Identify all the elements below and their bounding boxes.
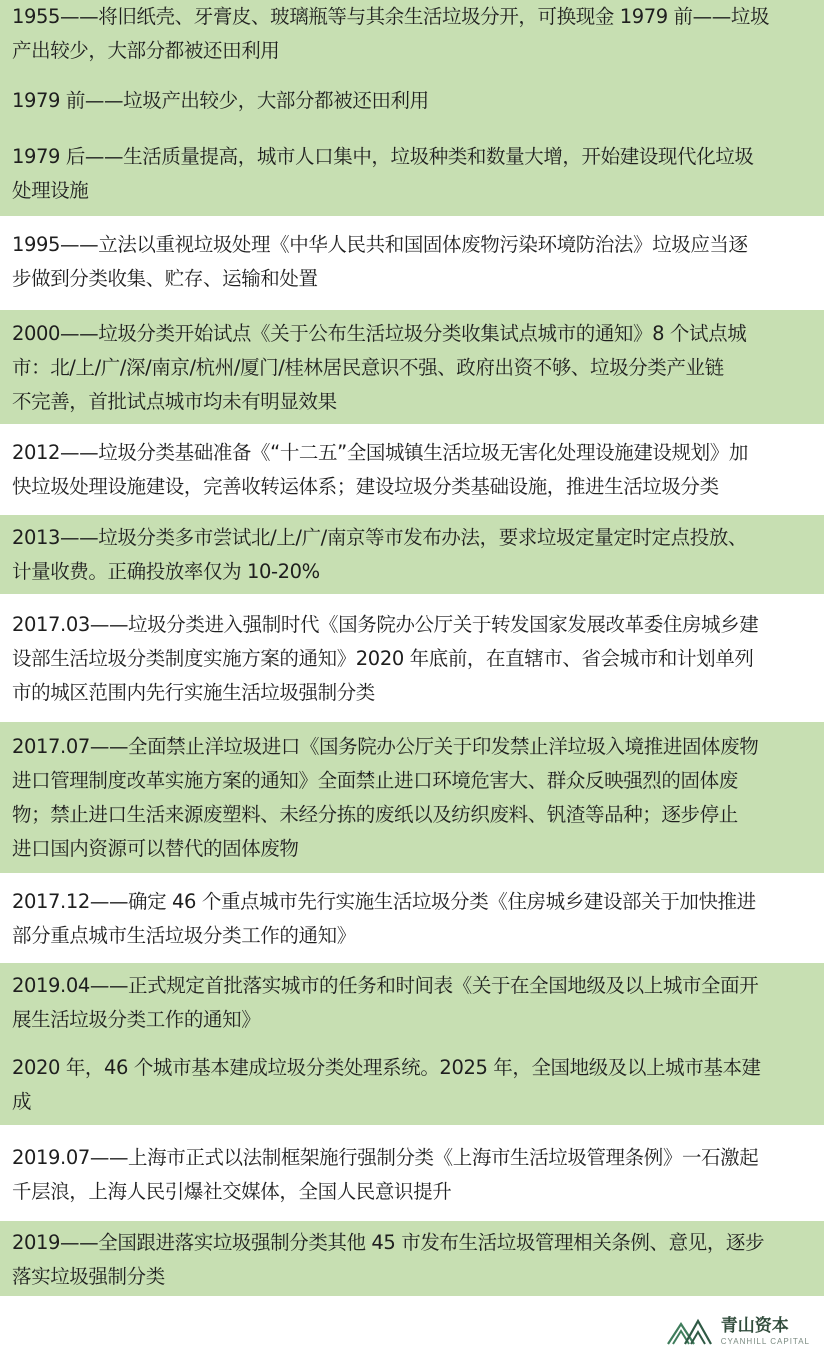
entry-line: 2012——垃圾分类基础准备《“十二五”全国城镇生活垃圾无害化处理设施建设规划》加 bbox=[12, 441, 748, 464]
entry-line: 成 bbox=[12, 1090, 32, 1113]
entry-line: 2019.07——上海市正式以法制框架施行强制分类《上海市生活垃圾管理条例》一石激起 bbox=[12, 1146, 759, 1169]
entry-line: 步做到分类收集、贮存、运输和处置 bbox=[12, 267, 318, 290]
entry-line: 1979 后——生活质量提高，城市人口集中，垃圾种类和数量大增，开始建设现代化垃圾 bbox=[12, 145, 754, 168]
entry-line: 处理设施 bbox=[12, 179, 89, 202]
timeline-entry-2017-03 bbox=[0, 600, 824, 716]
timeline-entry-2019 bbox=[0, 1221, 824, 1301]
entry-line: 1979 前——垃圾产出较少，大部分都被还田利用 bbox=[12, 89, 429, 112]
entry-line: 设部生活垃圾分类制度实施方案的通知》2020 年底前，在直辖市、省会城市和计划单列 bbox=[12, 647, 754, 670]
timeline-entry-2019-04 bbox=[0, 963, 824, 1037]
entry-line: 不完善，首批试点城市均未有明显效果 bbox=[12, 390, 337, 413]
footer bbox=[0, 1296, 824, 1366]
entry-line: 产出较少，大部分都被还田利用 bbox=[12, 39, 280, 62]
entry-line: 落实垃圾强制分类 bbox=[12, 1265, 165, 1288]
timeline-entry-2020-2025 bbox=[0, 1037, 824, 1125]
logo-name: 青山资本 bbox=[720, 1316, 789, 1336]
timeline-entry-2017-12 bbox=[0, 879, 824, 957]
timeline-entry-2012 bbox=[0, 430, 824, 509]
logo-subtitle: CYANHILL CAPITAL bbox=[720, 1337, 810, 1346]
timeline-entry-1979-after bbox=[0, 120, 824, 216]
timeline-entry-2000 bbox=[0, 310, 824, 424]
timeline-entry-1979-before bbox=[0, 70, 824, 120]
entry-line: 2019.04——正式规定首批落实城市的任务和时间表《关于在全国地级及以上城市全面开 bbox=[12, 974, 759, 997]
entry-line: 展生活垃圾分类工作的通知》 bbox=[12, 1008, 261, 1031]
entry-line: 市：北/上/广/深/南京/杭州/厦门/桂林居民意识不强、政府出资不够、垃圾分类产业链 bbox=[12, 356, 724, 379]
timeline-entry-1995 bbox=[0, 222, 824, 304]
entry-line: 进口国内资源可以替代的固体废物 bbox=[12, 837, 299, 860]
cyanhill-logo bbox=[667, 1312, 810, 1350]
entry-line: 千层浪，上海人民引爆社交媒体，全国人民意识提升 bbox=[12, 1180, 452, 1203]
entry-line: 部分重点城市生活垃圾分类工作的通知》 bbox=[12, 924, 356, 947]
entry-line: 计量收费。正确投放率仅为 10-20% bbox=[12, 560, 320, 583]
mountain-logo-icon bbox=[667, 1316, 717, 1346]
entry-line: 1995——立法以重视垃圾处理《中华人民共和国固体废物污染环境防治法》垃圾应当逐 bbox=[12, 233, 748, 256]
entry-line: 进口管理制度改革实施方案的通知》全面禁止进口环境危害大、群众反映强烈的固体废 bbox=[12, 769, 738, 792]
entry-line: 2017.07——全面禁止洋垃圾进口《国务院办公厅关于印发禁止洋垃圾入境推进固体废物 bbox=[12, 735, 759, 758]
entry-line: 2020 年，46 个城市基本建成垃圾分类处理系统。2025 年，全国地级及以上城市基本建 bbox=[12, 1056, 761, 1079]
timeline-entry-2019-07 bbox=[0, 1131, 824, 1215]
timeline-entry-2013 bbox=[0, 515, 824, 594]
entry-line: 市的城区范围内先行实施生活垃圾强制分类 bbox=[12, 681, 375, 704]
timeline-entry-2017-07 bbox=[0, 722, 824, 873]
entry-line: 快垃圾处理设施建设，完善收转运体系；建设垃圾分类基础设施，推进生活垃圾分类 bbox=[12, 475, 719, 498]
entry-line: 2013——垃圾分类多市尝试北/上/广/南京等市发布办法，要求垃圾定量定时定点投放、 bbox=[12, 526, 748, 549]
entry-line: 物；禁止进口生活来源废塑料、未经分拣的废纸以及纺织废料、钒渣等品种；逐步停止 bbox=[12, 803, 738, 826]
entry-line: 2000——垃圾分类开始试点《关于公布生活垃圾分类收集试点城市的通知》8 个试点城 bbox=[12, 322, 747, 345]
timeline-entry-1955 bbox=[0, 0, 824, 70]
entry-line: 2017.12——确定 46 个重点城市先行实施生活垃圾分类《住房城乡建设部关于加快推进 bbox=[12, 890, 756, 913]
entry-line: 2017.03——垃圾分类进入强制时代《国务院办公厅关于转发国家发展改革委住房城乡建 bbox=[12, 613, 759, 636]
entry-line: 2019——全国跟进落实垃圾强制分类其他 45 市发布生活垃圾管理相关条例、意见，逐步 bbox=[12, 1231, 765, 1254]
entry-line: 1955——将旧纸壳、牙膏皮、玻璃瓶等与其余生活垃圾分开，可换现金 1979 前——垃圾 bbox=[12, 5, 770, 28]
